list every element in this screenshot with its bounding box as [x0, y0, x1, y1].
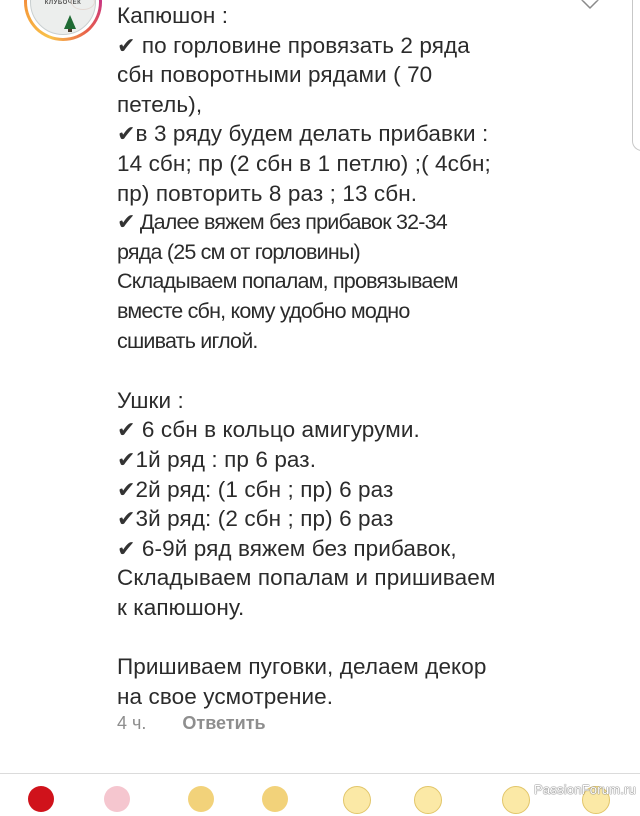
- comment-line-text: по горловине провязать 2 ряда: [135, 32, 470, 58]
- comment-line-text: пр) повторить 8 раз ; 13 сбн.: [117, 180, 418, 206]
- comment-line-text: Ушки :: [117, 387, 184, 413]
- heart-eyes-face-emoji-icon[interactable]: [414, 786, 442, 814]
- checkmark-icon: ✔: [117, 33, 136, 59]
- checkmark-icon: ✔: [117, 477, 136, 503]
- comment-line: [117, 31, 617, 61]
- comment-line-text: Складываем попалам, провязываем: [117, 269, 458, 294]
- profile-avatar[interactable]: [24, 0, 102, 41]
- comment-line-text: вместе сбн, кому удобно модно: [117, 298, 410, 323]
- comment-line-text: на свое усмотрение.: [117, 683, 334, 709]
- checkmark-icon: ✔: [117, 210, 135, 236]
- comment-line-text: Капюшон :: [117, 3, 229, 28]
- comment-line-text: 6-9й ряд вяжем без прибавок,: [135, 535, 457, 561]
- comment-line: [117, 238, 617, 268]
- grinning-face-emoji-icon[interactable]: [502, 786, 530, 814]
- comment-line: [117, 327, 617, 357]
- comment-line: [117, 149, 617, 179]
- comment-line-text: сшивать иглой.: [117, 328, 258, 353]
- tree-icon: [64, 15, 76, 29]
- clapping-hands-emoji-icon[interactable]: [188, 786, 214, 812]
- comment-line: [117, 593, 617, 623]
- comment-line: [117, 563, 617, 593]
- comment-line: [117, 60, 617, 90]
- comment-line-text: 1й ряд : пр 6 раз.: [135, 446, 317, 472]
- watermark: PassionForum.ru: [534, 782, 636, 797]
- comment-timestamp: 4 ч.: [117, 713, 147, 733]
- comment-line-text: 2й ряд: (1 сбн ; пр) 6 раз: [135, 476, 394, 502]
- side-card-edge: [632, 0, 640, 151]
- comment-line: [117, 297, 617, 327]
- red-heart-emoji-icon[interactable]: [28, 786, 54, 812]
- comment-line: [117, 179, 617, 209]
- comment-line: [117, 682, 617, 712]
- comment-line-text: 3й ряд: (2 сбн ; пр) 6 раз: [135, 506, 394, 532]
- tree-trunk: [68, 29, 72, 32]
- comment-line: [117, 119, 617, 149]
- comment-line-text: к капюшону.: [117, 594, 245, 620]
- avatar-brand-text: КЛУБОЧЕК: [44, 0, 82, 6]
- comment-line-text: Пришиваем пуговки, делаем декор: [117, 654, 487, 680]
- checkmark-icon: ✔: [117, 536, 136, 562]
- comment-line-text: петель),: [117, 91, 203, 117]
- comment-line: [117, 534, 617, 564]
- checkmark-icon: ✔: [117, 507, 136, 533]
- comment-line: [117, 1, 617, 31]
- comment-line: [117, 652, 617, 682]
- comment-body: [117, 1, 617, 711]
- comment-line: [117, 267, 617, 297]
- comment-line-text: Далее вяжем без прибавок 32-34: [134, 210, 447, 235]
- comment-line: [117, 415, 617, 445]
- reply-button[interactable]: Ответить: [182, 713, 266, 733]
- comment-line: [117, 622, 617, 652]
- yarn-ball-icon: [71, 0, 95, 10]
- checkmark-icon: ✔: [117, 447, 136, 473]
- pink-heart-emoji-icon[interactable]: [104, 786, 130, 812]
- comment-line-text: ряда (25 см от горловины): [117, 239, 360, 264]
- comment-line: [117, 475, 617, 505]
- comment-line: [117, 445, 617, 475]
- comment-line: [117, 208, 617, 238]
- comment-line-text: сбн поворотными рядами ( 70: [117, 62, 433, 88]
- comment-line-text: 14 сбн; пр (2 сбн в 1 петлю) ;( 4сбн;: [117, 150, 491, 176]
- comment-line: [117, 386, 617, 416]
- divider: [0, 773, 640, 774]
- raised-hands-emoji-icon[interactable]: [262, 786, 288, 812]
- checkmark-icon: ✔: [117, 418, 136, 444]
- comment-line: [117, 90, 617, 120]
- comment-line: [117, 504, 617, 534]
- comment-line-text: в 3 ряду будем делать прибавки :: [135, 121, 489, 147]
- smiling-face-emoji-icon[interactable]: [343, 786, 371, 814]
- comment-meta: [117, 713, 266, 734]
- checkmark-icon: ✔: [117, 122, 136, 148]
- comment-line: [117, 356, 617, 386]
- comment-line-text: Складываем попалам и пришиваем: [117, 565, 496, 591]
- comment-line-text: 6 сбн в кольцо амигуруми.: [135, 417, 420, 443]
